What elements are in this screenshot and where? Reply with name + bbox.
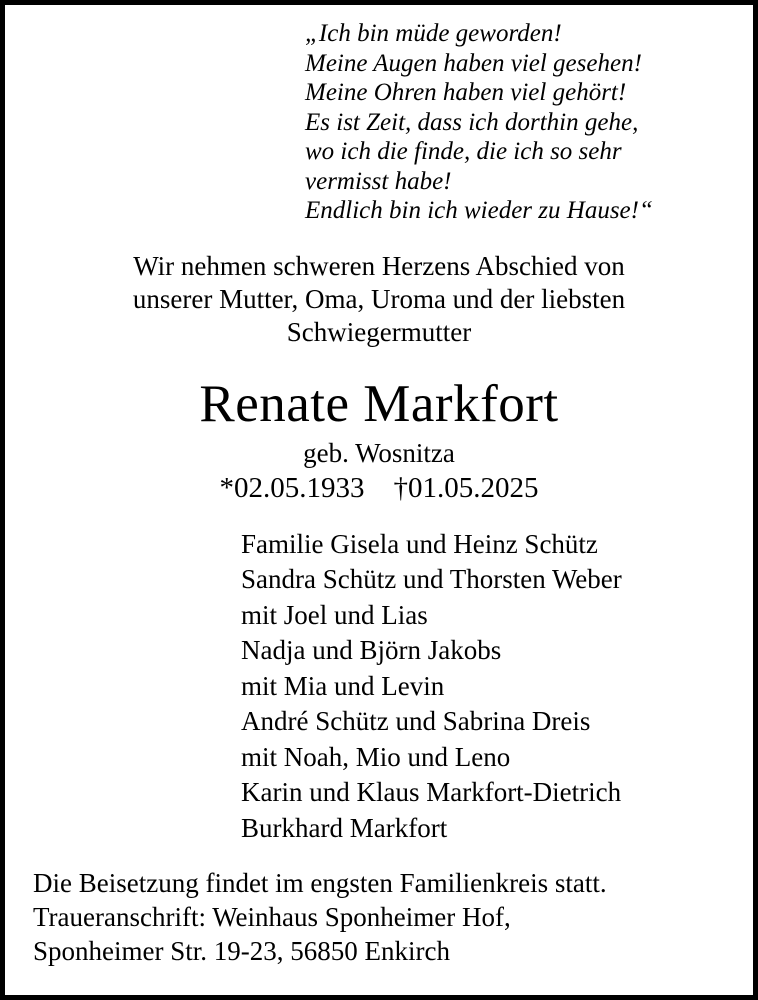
family-line: mit Mia und Levin xyxy=(241,670,445,701)
family-line: Familie Gisela und Heinz Schütz xyxy=(241,528,598,559)
family-line: mit Joel und Lias xyxy=(241,599,428,630)
birth-death-dates: *02.05.1933 †01.05.2025 xyxy=(219,471,539,504)
footer-line: Die Beisetzung findet im engsten Familienkreis statt. xyxy=(33,868,607,898)
poem-line: Meine Augen haben viel gesehen! xyxy=(305,49,642,77)
family-line: Nadja und Björn Jakobs xyxy=(241,635,502,665)
family-line: Burkhard Markfort xyxy=(241,812,448,843)
poem-block xyxy=(33,19,725,226)
intro-line: Wir nehmen schweren Herzens Abschied von xyxy=(133,250,625,281)
poem-line: Meine Ohren haben viel gehört! xyxy=(305,79,627,106)
deceased-name: Renate Markfort xyxy=(199,374,559,433)
poem-line: Es ist Zeit, dass ich dorthin gehe, xyxy=(305,108,639,136)
poem-line: vermisst habe! xyxy=(305,167,452,195)
intro-block xyxy=(33,250,725,349)
family-line: mit Noah, Mio und Leno xyxy=(241,741,511,772)
family-line: Sandra Schütz und Thorsten Weber xyxy=(241,564,622,594)
family-line: André Schütz und Sabrina Dreis xyxy=(241,706,591,736)
poem-line: „Ich bin müde geworden! xyxy=(305,20,562,47)
footer-block xyxy=(33,866,725,968)
intro-line: unserer Mutter, Oma, Uroma und der liebsten xyxy=(132,283,626,314)
footer-line: Traueranschrift: Weinhaus Sponheimer Hof, xyxy=(33,902,511,932)
footer-line: Sponheimer Str. 19-23, 56850 Enkirch xyxy=(33,936,450,966)
family-list xyxy=(33,527,725,847)
maiden-name: geb. Wosnitza xyxy=(303,437,455,468)
family-line: Karin und Klaus Markfort-Dietrich xyxy=(241,777,622,807)
poem-line: wo ich die finde, die ich so sehr xyxy=(305,138,622,165)
intro-line: Schwiegermutter xyxy=(286,316,472,347)
poem-line: Endlich bin ich wieder zu Hause!“ xyxy=(305,197,653,224)
